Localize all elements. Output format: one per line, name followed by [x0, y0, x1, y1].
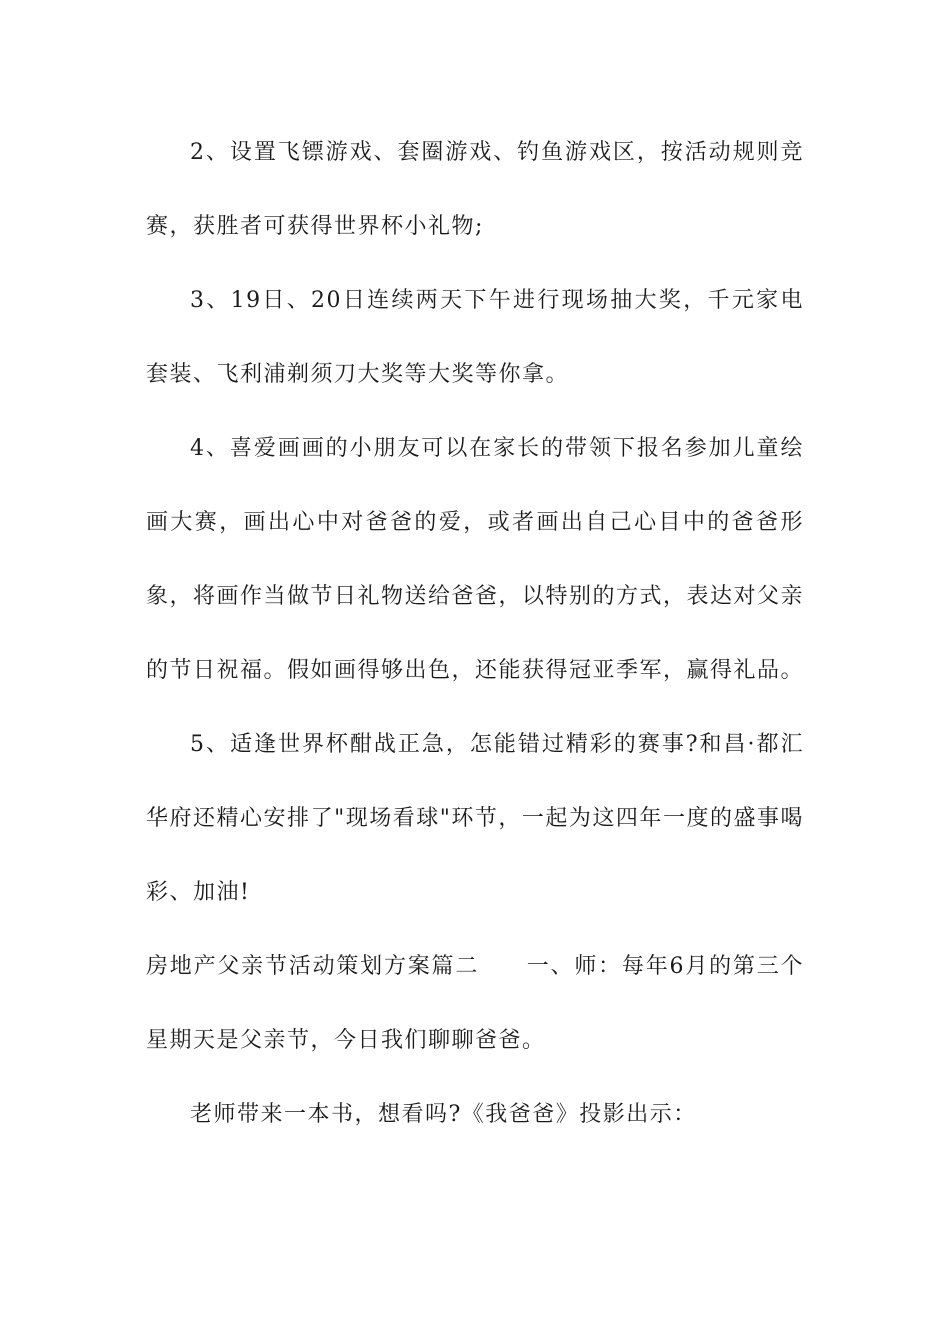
- paragraph-item-5: 5、适逢世界杯酣战正急，怎能错过精彩的赛事?和昌·都汇华府还精心安排了"现场看球"环节，一起为这四年一度的盛事喝彩、加油!: [146, 732, 804, 905]
- paragraph-item-4: 4、喜爱画画的小朋友可以在家长的带领下报名参加儿童绘画大赛，画出心中对爸爸的爱，或者画出自己心目中的爸爸形象，将画作当做节日礼物送给爸爸，以特别的方式，表达对父亲的节日祝福。假如画得够出色，还能获得冠亚季军，赢得礼品。: [146, 436, 805, 683]
- paragraph-item-3: 3、19日、20日连续两天下午进行现场抽大奖，千元家电套装、飞利浦剃须刀大奖等大奖等你拿。: [146, 288, 804, 387]
- paragraph-item-7: 老师带来一本书，想看吗?《我爸爸》投影出示：: [190, 1102, 697, 1127]
- section-heading-paragraph: 房地产父亲节活动策划方案篇二 一、师：每年6月的第三个星期天是父亲节，今日我们聊聊爸爸。: [146, 954, 804, 1053]
- paragraph-item-2: 2、设置飞镖游戏、套圈游戏、钓鱼游戏区，按活动规则竞赛，获胜者可获得世界杯小礼物;: [146, 140, 804, 239]
- document-body: [146, 116, 804, 1152]
